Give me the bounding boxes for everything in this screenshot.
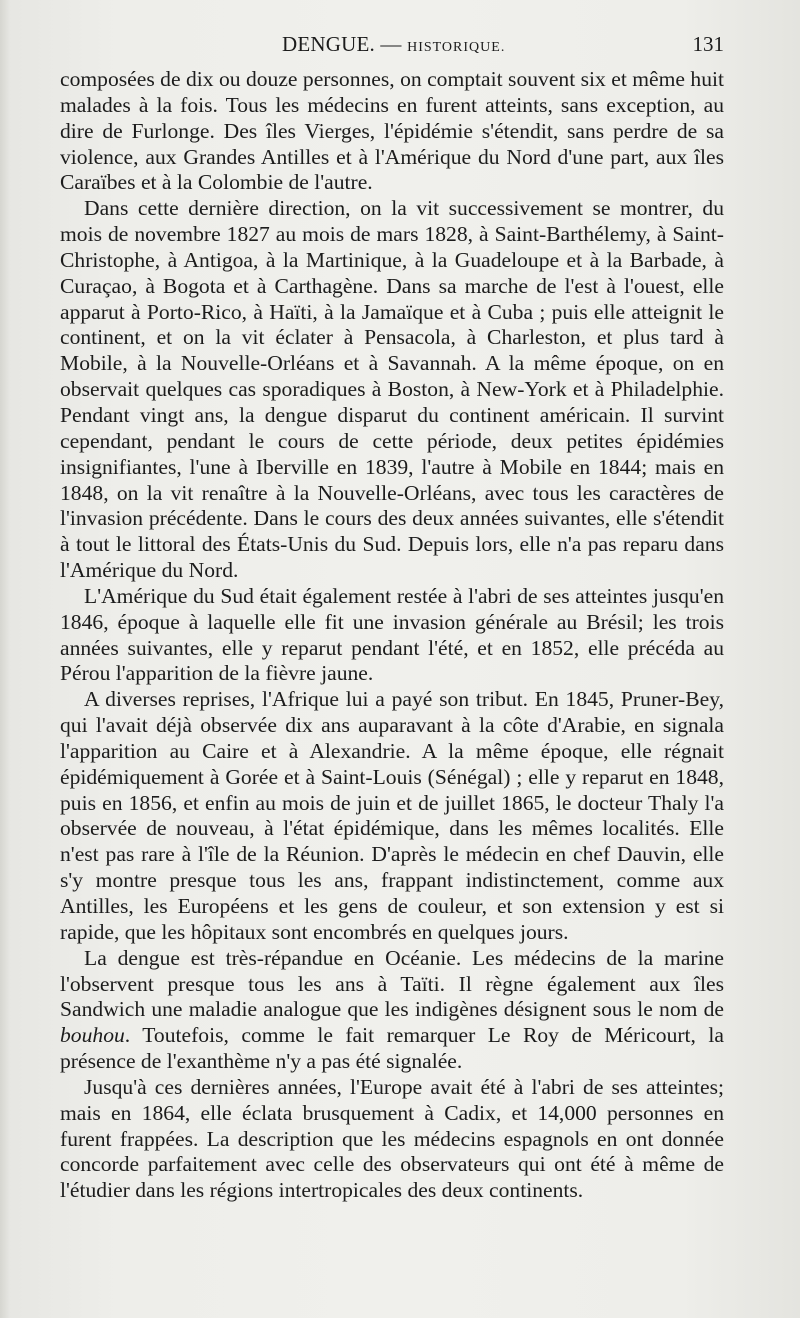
running-title-main: DENGUE.: [282, 32, 375, 56]
paragraph-africa: A diverses reprises, l'Afrique lui a payé son tribut. En 1845, Pruner-Bey, qui l'avait déjà observée dix ans auparavant à la côte d'Arabie, en signala l'apparition au Caire et à Alexandrie. A la même époque, elle régnait épidémiquement à Gorée et à Saint-Louis (Sénégal) ; elle y reparut en 1848, puis en 1856, et enfin au mois de juin et de juillet 1865, le docteur Thaly l'a observée de nouveau, à l'état épidémique, dans les mêmes localités. Elle n'est pas rare à l'île de la Réunion. D'après le médecin en chef Dauvin, elle s'y montre presque tous les ans, frappant indistinctement, comme aux Antilles, les Européens et les gens de couleur, et son extension y est si rapide, que les hôpitaux sont encombrés en quelques jours.: [60, 687, 724, 944]
running-title-section: HISTORIQUE.: [407, 40, 506, 55]
body-text: [60, 67, 724, 1204]
paragraph-america-south: L'Amérique du Sud était également restée à l'abri de ses atteintes jusqu'en 1846, époque à laquelle elle fit une invasion générale au Brésil; les trois années suivantes, elle y reparut pendant l'été, et en 1852, elle précéda au Pérou l'apparition de la fièvre jaune.: [60, 583, 724, 686]
paragraph-oceania-text-end: . Toutefois, comme le fait remarquer Le Roy de Méricourt, la présence de l'exanthème n'y a pas été signalée.: [60, 1023, 724, 1074]
paragraph-america-north: Dans cette dernière direction, on la vit successivement se montrer, du mois de novembre 1827 au mois de mars 1828, à Saint-Barthélemy, à Saint-Christophe, à Antigoa, à la Martinique, à la Guadeloupe et à la Barbade, à Curaçao, à Bogota et à Carthagène. Dans sa marche de l'est à l'ouest, elle apparut à Porto-Rico, à Haïti, à la Jamaïque et à Cuba ; puis elle atteignit le continent, et on la vit éclater à Pensacola, à Charleston, et plus tard à Mobile, à la Nouvelle-Orléans et à Savannah. A la même époque, on en observait quelques cas sporadiques à Boston, à New-York et à Philadelphie. Pendant vingt ans, la dengue disparut du continent américain. Il survint cependant, pendant le cours de cette période, deux petites épidémies insignifiantes, l'une à Iberville en 1839, l'autre à Mobile en 1844; mais en 1848, on la vit renaître à la Nouvelle-Orléans, avec tous les caractères de l'invasion précédente. Dans le cours des deux années suivantes, elle s'étendit à tout le littoral des États-Unis du Sud. Depuis lors, elle n'a pas reparu dans l'Amérique du Nord.: [60, 196, 724, 583]
paragraph-oceania: [60, 946, 724, 1075]
running-title: [282, 32, 505, 57]
page-header: [60, 30, 724, 62]
paragraph-oceania-text-start: La dengue est très-répandue en Océanie. Les médecins de la marine l'observent presque tous les ans à Taïti. Il règne également aux îles Sandwich une maladie analogue que les indigènes désignent sous le nom de: [60, 945, 724, 1022]
running-title-separator: —: [380, 32, 402, 56]
italic-term: bouhou: [60, 1023, 125, 1048]
paragraph-continued: composées de dix ou douze personnes, on comptait souvent six et même huit malades à la fois. Tous les médecins en furent atteints, sans exception, au dire de Furlonge. Des îles Vierges, l'épidémie s'étendit, sans perdre de sa violence, aux Grandes Antilles et à l'Amérique du Nord d'une part, aux îles Caraïbes et à la Colombie de l'autre.: [60, 67, 724, 195]
page-number: 131: [692, 32, 724, 56]
paragraph-europe: Jusqu'à ces dernières années, l'Europe avait été à l'abri de ses atteintes; mais en 1864, elle éclata brusquement à Cadix, et 14,000 personnes en furent frappées. La description que les médecins espagnols en ont donnée concorde parfaitement avec celle des observateurs qui ont été à même de l'étudier dans les régions intertropicales des deux continents.: [60, 1074, 724, 1203]
